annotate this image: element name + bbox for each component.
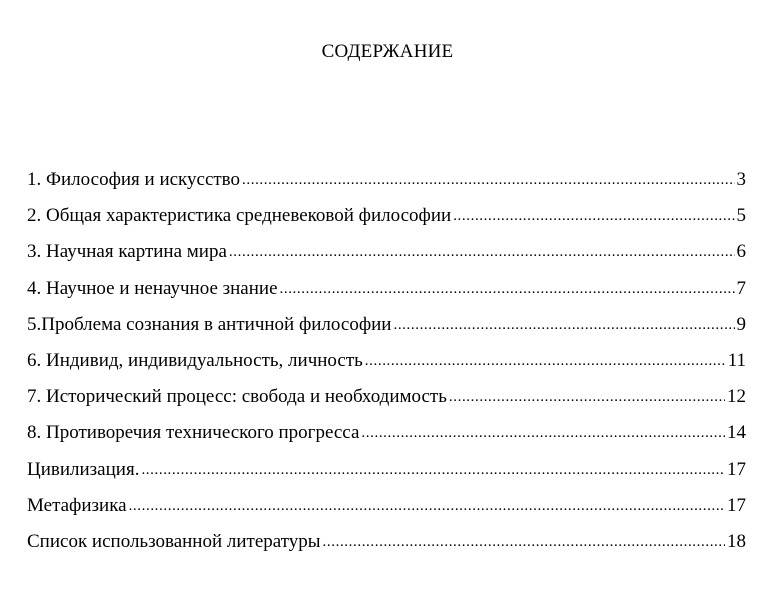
toc-entry[interactable] — [27, 238, 746, 274]
toc-entry[interactable] — [27, 419, 746, 455]
toc-dot-leader — [365, 346, 726, 375]
toc-entry[interactable] — [27, 492, 746, 528]
toc-entry-page: 3 — [736, 169, 746, 190]
toc-entry-page: 18 — [727, 530, 746, 552]
toc-entry-page: 14 — [727, 422, 746, 444]
toc-entry-label: 2. Общая характеристика средневековой философии — [27, 205, 452, 227]
toc-entry-page: 17 — [727, 494, 746, 516]
toc-entry-label: Цивилизация. — [27, 458, 140, 480]
toc-entry-label: Метафизика — [27, 494, 127, 516]
toc-entry-label: 7. Исторический процесс: свобода и необходимость — [27, 386, 447, 408]
toc-entry-label: 5.Проблема сознания в античной философии — [27, 313, 392, 335]
toc-entry[interactable] — [27, 275, 746, 311]
toc-dot-leader — [393, 310, 734, 339]
toc-title: СОДЕРЖАНИЕ — [321, 41, 454, 62]
toc-entry-label: 6. Индивид, индивидуальность, личность — [27, 349, 363, 371]
toc-entry-label: 1. Философия и искусство — [27, 169, 241, 190]
toc-entry-page: 11 — [727, 349, 746, 371]
toc-entry[interactable] — [27, 456, 746, 492]
toc-dot-leader — [361, 418, 725, 447]
toc-entry[interactable] — [27, 347, 746, 383]
toc-entry-page: 7 — [736, 277, 746, 299]
toc-dot-leader — [242, 165, 734, 194]
toc-entry-label: Список использованной литературы — [27, 530, 321, 552]
toc-entry[interactable] — [27, 528, 746, 564]
table-of-contents — [27, 166, 746, 564]
toc-dot-leader — [129, 491, 725, 520]
toc-entry[interactable] — [27, 166, 746, 202]
toc-dot-leader — [323, 527, 725, 556]
toc-dot-leader — [141, 455, 725, 484]
toc-entry-page: 17 — [727, 458, 746, 480]
toc-entry[interactable] — [27, 311, 746, 347]
toc-entry-label: 3. Научная картина мира — [27, 241, 227, 263]
toc-entry-page: 5 — [736, 205, 746, 227]
toc-entry-label: 4. Научное и ненаучное знание — [27, 277, 278, 299]
toc-entry[interactable] — [27, 202, 746, 238]
toc-dot-leader — [280, 274, 735, 303]
toc-entry-page: 6 — [736, 241, 746, 263]
toc-dot-leader — [453, 201, 734, 230]
toc-entry-label: 8. Противоречия технического прогресса — [27, 422, 360, 444]
toc-entry-page: 9 — [736, 313, 746, 335]
toc-entry[interactable] — [27, 383, 746, 419]
toc-dot-leader — [449, 382, 725, 411]
toc-entry-page: 12 — [727, 386, 746, 408]
toc-dot-leader — [229, 237, 735, 266]
